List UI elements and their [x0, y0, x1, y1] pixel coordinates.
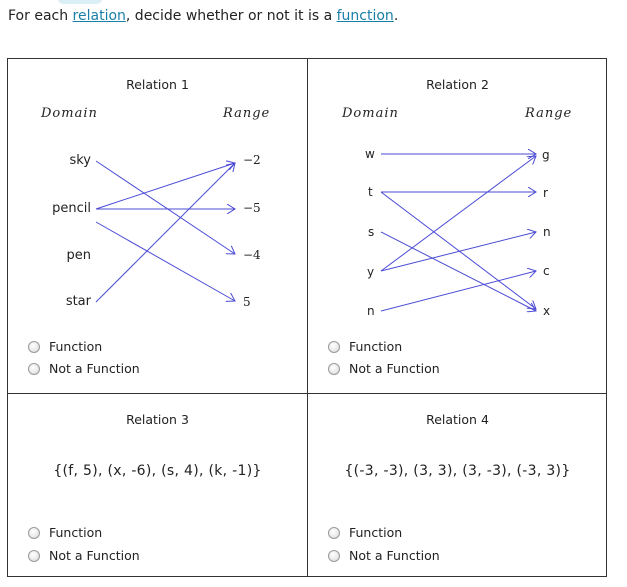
arrow-s-to-x [381, 232, 536, 311]
relation-1-cell [8, 59, 307, 393]
relation-3-function-option[interactable]: Function [28, 525, 102, 540]
relation-4-title: Relation 4 [426, 412, 489, 427]
relation-4-cell [308, 394, 607, 578]
arrow-sky-to-neg4 [96, 161, 235, 254]
arrow-y-to-n [381, 232, 536, 271]
arrow-pencil-to-neg2 [96, 163, 235, 209]
relation-2-range-item: r [543, 186, 548, 200]
relation-1-function-option[interactable]: Function [28, 339, 102, 354]
relation-2-range-label: Range [525, 106, 573, 121]
relation-2-domain-item: s [368, 225, 375, 239]
radio-button[interactable] [328, 527, 340, 539]
top-tab-decoration [58, 0, 102, 4]
relation-2-title: Relation 2 [426, 77, 489, 92]
relation-1-range-item: −2 [243, 153, 261, 167]
relation-2-not-function-option[interactable]: Not a Function [328, 361, 440, 376]
relation-4-set: {(-3, -3), (3, 3), (3, -3), (-3, 3)} [344, 463, 571, 479]
relation-2-range-item: g [542, 148, 550, 162]
relation-2-domain-item: w [365, 147, 375, 161]
relation-3-not-function-option[interactable]: Not a Function [28, 548, 140, 563]
relations-grid [7, 58, 607, 577]
relation-4-function-option[interactable]: Function [328, 525, 402, 540]
relation-2-domain-item: t [368, 185, 373, 199]
relation-1-domain-item: pencil [52, 201, 91, 216]
radio-button[interactable] [28, 341, 40, 353]
relation-1-range-item: −4 [243, 248, 261, 262]
arrow-y-to-g [381, 156, 536, 271]
radio-button[interactable] [28, 527, 40, 539]
relation-2-range-item: x [543, 304, 551, 318]
relation-2-domain-item: y [367, 265, 375, 279]
relation-3-set: {(f, 5), (x, -6), (s, 4), (k, -1)} [53, 463, 262, 479]
relation-1-range-item: −5 [243, 201, 261, 215]
arrow-star-to-neg2 [96, 163, 235, 302]
relation-link[interactable]: relation [72, 8, 126, 24]
relation-1-not-function-option[interactable]: Not a Function [28, 361, 140, 376]
radio-button[interactable] [328, 550, 340, 562]
radio-button[interactable] [28, 363, 40, 375]
radio-button[interactable] [328, 341, 340, 353]
relation-3-title: Relation 3 [126, 412, 189, 427]
relation-1-range-item: 5 [243, 295, 251, 309]
instruction-text: For each relation, decide whether or not it is a function. [8, 8, 399, 24]
radio-button[interactable] [28, 550, 40, 562]
relation-1-domain-item: pen [66, 248, 91, 263]
relation-2-range-item: n [543, 225, 551, 239]
relation-1-domain-item: star [65, 294, 91, 309]
relation-2-cell [308, 59, 607, 393]
relation-1-domain-item: sky [69, 153, 91, 168]
relation-1-range-label: Range [223, 106, 271, 121]
relation-4-not-function-option[interactable]: Not a Function [328, 548, 440, 563]
relation-2-domain-item: n [367, 304, 375, 318]
function-link[interactable]: function [336, 8, 394, 24]
relation-1-domain-label: Domain [41, 106, 98, 121]
relation-1-title: Relation 1 [126, 77, 189, 92]
relation-2-function-option[interactable]: Function [328, 339, 402, 354]
relation-2-range-item: c [543, 264, 550, 278]
relation-2-domain-label: Domain [342, 106, 399, 121]
arrow-pen-to-5 [96, 222, 235, 301]
radio-button[interactable] [328, 363, 340, 375]
relation-3-cell [8, 394, 307, 578]
